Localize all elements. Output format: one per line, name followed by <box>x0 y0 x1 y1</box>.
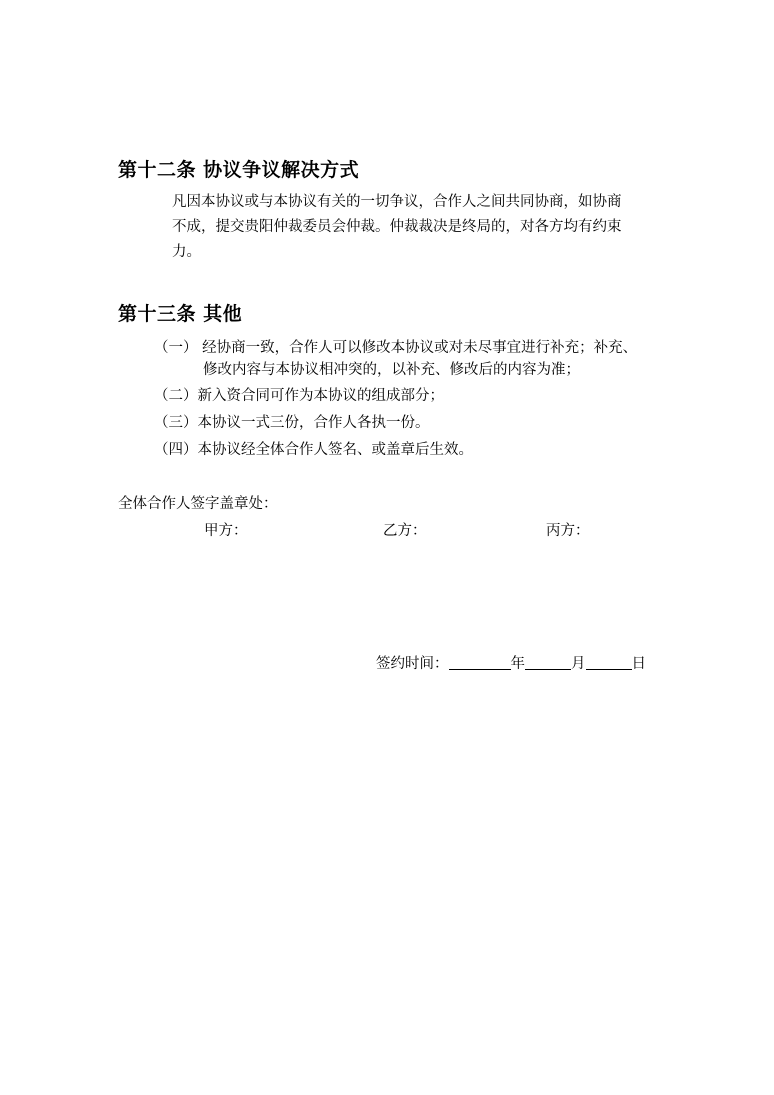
signing-date-line <box>376 652 646 673</box>
article-13-item-1-line-2: 修改内容与本协议相冲突的，以补充、修改后的内容为准； <box>203 362 580 378</box>
article-13-item-4: （四）本协议经全体合作人签名、或盖章后生效。 <box>154 442 473 458</box>
article-12-heading: 第十二条 协议争议解决方式 <box>118 159 360 181</box>
article-12-body-line-3: 力。 <box>172 244 201 260</box>
article-13-item-3: （三）本协议一式三份，合作人各执一份。 <box>154 415 430 431</box>
year-label: 年 <box>510 656 525 672</box>
article-13-item-1-line-1: （一） 经协商一致，合作人可以修改本协议或对未尽事宜进行补充；补充、 <box>154 340 638 356</box>
article-13-item-2: （二）新入资合同可作为本协议的组成部分； <box>154 388 444 404</box>
article-12-body-line-2: 不成，提交贵阳仲裁委员会仲裁。仲裁裁决是终局的，对各方均有约束 <box>172 219 622 235</box>
party-b-label: 乙方： <box>383 523 427 539</box>
party-a-label: 甲方： <box>204 523 248 539</box>
year-blank <box>449 655 511 670</box>
day-label: 日 <box>631 656 646 672</box>
signature-label: 全体合作人签字盖章处： <box>118 496 278 512</box>
month-blank <box>525 655 571 670</box>
signing-date-label: 签约时间： <box>376 656 449 672</box>
month-label: 月 <box>571 656 586 672</box>
day-blank <box>586 655 632 670</box>
party-c-label: 丙方： <box>546 523 590 539</box>
article-13-heading: 第十三条 其他 <box>118 303 243 325</box>
article-12-body-line-1: 凡因本协议或与本协议有关的一切争议，合作人之间共同协商，如协商 <box>172 194 622 210</box>
